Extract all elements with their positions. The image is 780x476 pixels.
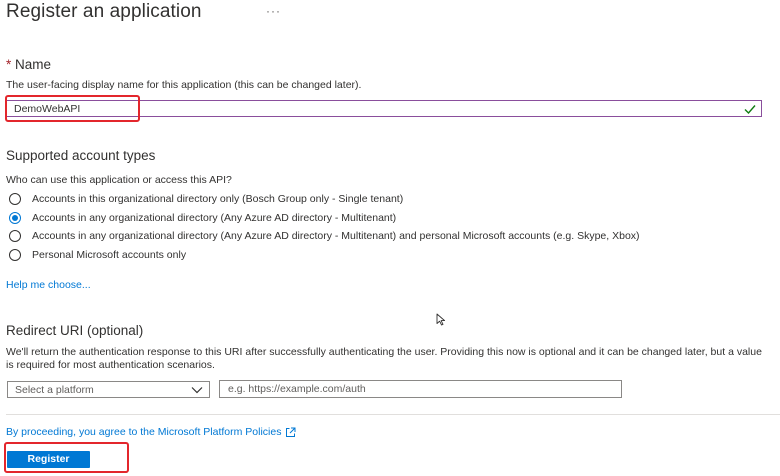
- redirect-uri-description: We'll return the authentication response to this URI after successfully authenticating the user. Providing this now is optional and it can be changed later, but a value is required for most authentication scenarios.: [6, 346, 762, 371]
- external-link-icon: [285, 427, 296, 438]
- radio-label-personal-only: Personal Microsoft accounts only: [32, 249, 187, 261]
- checkmark-icon: [743, 102, 757, 116]
- platform-select-placeholder: Select a platform: [15, 384, 94, 396]
- chevron-down-icon: [191, 386, 203, 394]
- account-types-question: Who can use this application or access this API?: [6, 174, 232, 186]
- name-label: Name: [15, 57, 52, 72]
- display-name-value: DemoWebAPI: [14, 103, 81, 115]
- platform-policies-link[interactable]: [6, 426, 296, 438]
- platform-policies-text: By proceeding, you agree to the Microsoft Platform Policies: [6, 426, 282, 438]
- footer-divider: [6, 414, 780, 415]
- radio-label-multitenant-personal: Accounts in any organizational directory (Any Azure AD directory - Multitenant) and personal Microsoft accounts (e.g. Skype, Xbox): [32, 230, 640, 242]
- radio-personal-only[interactable]: [9, 249, 21, 261]
- register-button[interactable]: Register: [7, 451, 90, 468]
- redirect-uri-input[interactable]: [219, 380, 622, 398]
- platform-select[interactable]: [7, 381, 210, 398]
- name-heading: [6, 57, 51, 72]
- help-me-choose-link[interactable]: Help me choose...: [6, 279, 91, 291]
- page-title: Register an application: [6, 1, 202, 22]
- name-description: The user-facing display name for this application (this can be changed later).: [6, 79, 362, 91]
- radio-label-single-tenant: Accounts in this organizational directory only (Bosch Group only - Single tenant): [32, 193, 404, 205]
- radio-multitenant[interactable]: [9, 212, 21, 224]
- redirect-uri-heading: Redirect URI (optional): [6, 323, 144, 338]
- radio-label-multitenant: Accounts in any organizational directory (Any Azure AD directory - Multitenant): [32, 212, 397, 224]
- mouse-cursor-icon: [436, 313, 446, 326]
- radio-single-tenant[interactable]: [9, 193, 21, 205]
- more-actions-button[interactable]: ···: [266, 4, 281, 18]
- required-marker: *: [6, 57, 12, 72]
- display-name-input[interactable]: [6, 100, 762, 117]
- radio-multitenant-personal[interactable]: [9, 230, 21, 242]
- redirect-uri-placeholder: e.g. https://example.com/auth: [228, 383, 366, 395]
- account-types-heading: Supported account types: [6, 148, 156, 163]
